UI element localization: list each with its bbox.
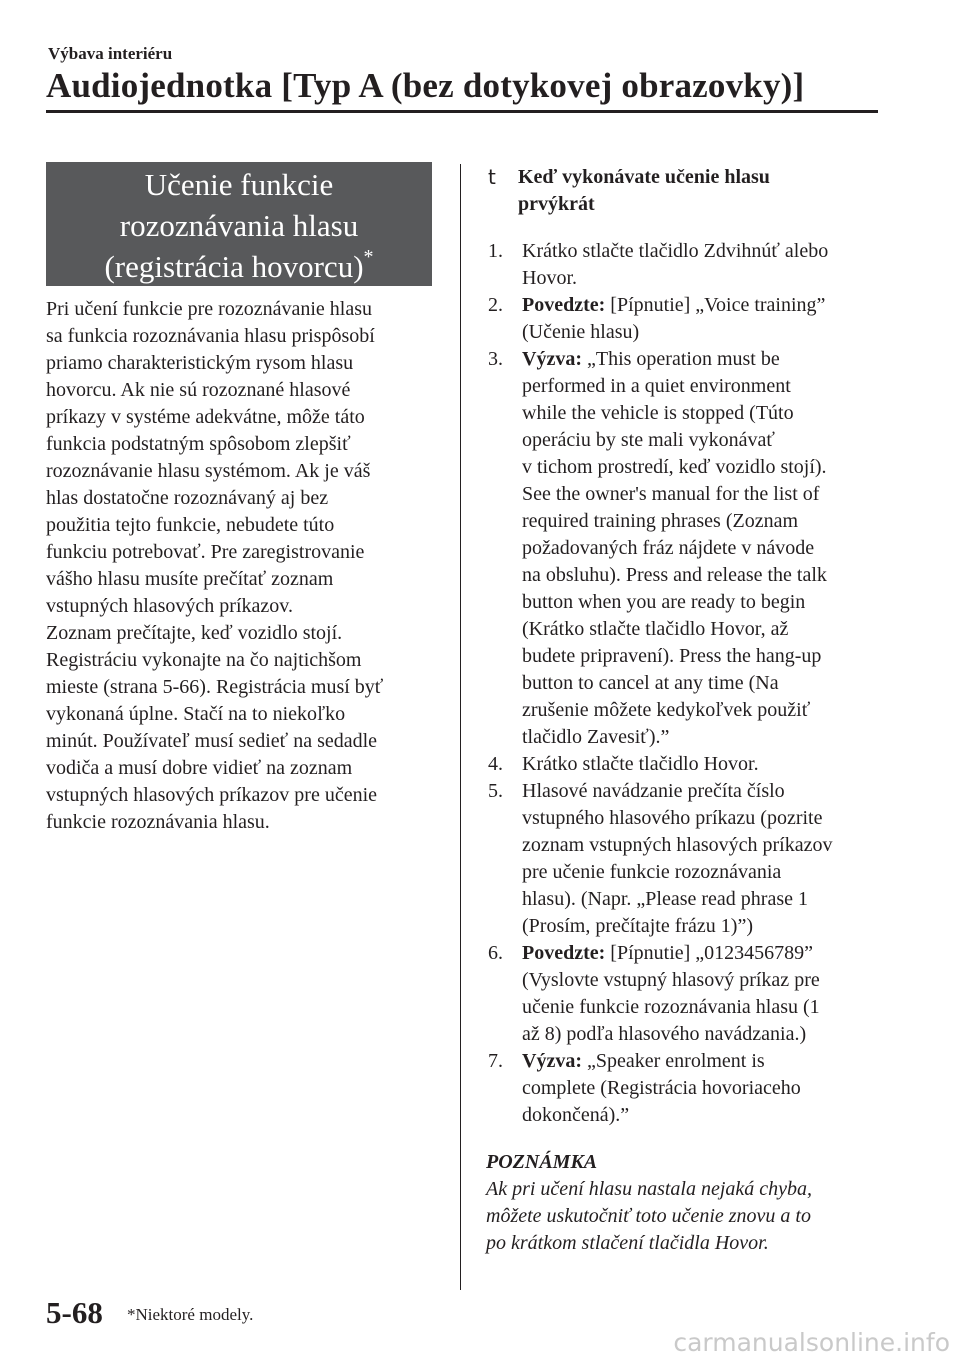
step-line [522, 292, 886, 319]
step-line: zoznam vstupných hlasových príkazov [522, 834, 833, 856]
note-line: môžete uskutočniť toto učenie znovu a to [486, 1205, 811, 1227]
step-number: 2. [488, 294, 503, 316]
step-line: (Vyslovte vstupný hlasový príkaz pre [522, 969, 820, 991]
section-label: Výbava interiéru [48, 44, 173, 63]
step-line: Hlasové navádzanie prečíta číslo [522, 780, 785, 802]
body-line: použitia tejto funkcie, nebudete túto [46, 514, 335, 536]
body-line: príkazy v systéme adekvátne, môže táto [46, 406, 365, 428]
step-line [522, 940, 886, 967]
step-line: v tichom prostredí, keď vozidlo stojí). [522, 456, 827, 478]
step-line: Krátko stlačte tlačidlo Hovor. [522, 753, 759, 775]
watermark: carmanualsonline.info [673, 1328, 950, 1357]
step-line: See the owner's manual for the list of [522, 483, 820, 505]
note-block [486, 1149, 886, 1257]
section-heading-line: Učenie funkcie [144, 167, 334, 202]
step-item [486, 1048, 886, 1129]
step-line: button when you are ready to begin [522, 591, 806, 613]
step-line: required training phrases (Zoznam [522, 510, 799, 532]
step-line: požadovaných fráz nájdete v návode [522, 537, 815, 559]
sub-heading-line: prvýkrát [518, 193, 595, 215]
step-line [522, 346, 886, 373]
body-line: minút. Používateľ musí sedieť na sedadle [46, 730, 378, 752]
step-label: Výzva: [522, 1050, 582, 1072]
sub-heading [486, 164, 886, 218]
body-line: rozoznávanie hlasu systémom. Ak je váš [46, 460, 371, 482]
sub-heading-line: Keď vykonávate učenie hlasu [518, 166, 770, 188]
body-line: Pri učení funkcie pre rozoznávanie hlasu [46, 298, 372, 320]
steps-list [486, 238, 886, 1129]
note-line: po krátkom stlačení tlačidla Hovor. [486, 1232, 769, 1254]
note-title: POZNÁMKA [486, 1151, 598, 1173]
body-line: hlas dostatočne rozoznávaný aj bez [46, 487, 329, 509]
step-item [486, 292, 886, 346]
step-line: (Prosím, prečítajte frázu 1)”) [522, 915, 754, 937]
body-line: vodiča a musí dobre vidieť na zoznam [46, 757, 353, 779]
body-line: vstupných hlasových príkazov pre učenie [46, 784, 378, 806]
step-line: pre učenie funkcie rozoznávania [522, 861, 782, 883]
step-line: na obsluhu). Press and release the talk [522, 564, 827, 586]
body-line: sa funkcia rozoznávania hlasu prispôsobí [46, 325, 375, 347]
step-line: (Krátko stlačte tlačidlo Hovor, až [522, 618, 789, 640]
step-line: performed in a quiet environment [522, 375, 791, 397]
step-line: Hovor. [522, 267, 577, 289]
step-line: Krátko stlačte tlačidlo Zdvihnúť alebo [522, 240, 829, 262]
step-item [486, 940, 886, 1048]
step-line: tlačidlo Zavesiť).” [522, 726, 670, 748]
step-label: Výzva: [522, 348, 582, 370]
page-title: Audiojednotka [Typ A (bez dotykovej obrazovky)] [46, 66, 805, 105]
section-heading-line: rozoznávania hlasu [119, 208, 359, 243]
right-column [486, 164, 886, 1257]
step-line: while the vehicle is stopped (Túto [522, 402, 794, 424]
body-line: funkcia podstatným spôsobom zlepšiť [46, 433, 351, 455]
step-line: až 8) podľa hlasového navádzania.) [522, 1023, 807, 1045]
step-label: Povedzte: [522, 294, 606, 316]
step-line: dokončená).” [522, 1104, 630, 1126]
title-rule [46, 110, 878, 113]
step-line: vstupného hlasového príkazu (pozrite [522, 807, 823, 829]
step-line: (Učenie hlasu) [522, 321, 640, 343]
body-line: vstupných hlasových príkazov. [46, 595, 293, 617]
step-line: complete (Registrácia hovoriaceho [522, 1077, 801, 1099]
step-item [486, 778, 886, 940]
step-line: učenie funkcie rozoznávania hlasu (1 [522, 996, 820, 1018]
page-number: 5-68 [46, 1295, 103, 1330]
step-line [522, 1048, 886, 1075]
intro-paragraph [46, 296, 446, 836]
section-heading-box [46, 162, 432, 286]
body-line: funkciu potrebovať. Pre zaregistrovanie [46, 541, 365, 563]
step-line: hlasu). (Napr. „Please read phrase 1 [522, 888, 808, 910]
step-text: [Pípnutie] „0123456789” [605, 942, 814, 964]
step-line: operáciu by ste mali vykonávať [522, 429, 775, 451]
bullet-icon: t [488, 165, 496, 189]
step-text: „Speaker enrolment is [581, 1050, 765, 1072]
step-item [486, 751, 886, 778]
step-line: budete pripravení). Press the hang-up [522, 645, 822, 667]
step-number: 3. [488, 348, 503, 370]
step-number: 4. [488, 753, 503, 775]
step-label: Povedzte: [522, 942, 606, 964]
body-line: Zoznam prečítajte, keď vozidlo stojí. [46, 622, 343, 644]
model-footnote-marker: * [363, 245, 374, 268]
body-line: vykonaná úplne. Stačí na to niekoľko [46, 703, 346, 725]
body-line: vášho hlasu musíte prečítať zoznam [46, 568, 334, 590]
section-heading-line [46, 246, 432, 287]
step-line: zrušenie môžete kedykoľvek použiť [522, 699, 811, 721]
body-line: funkcie rozoznávania hlasu. [46, 811, 270, 833]
body-line: mieste (strana 5-66). Registrácia musí byť [46, 676, 384, 698]
step-item [486, 238, 886, 292]
body-line: priamo charakteristickým rysom hlasu [46, 352, 354, 374]
step-number: 6. [488, 942, 503, 964]
step-number: 5. [488, 780, 503, 802]
body-line: Registráciu vykonajte na čo najtichšom [46, 649, 362, 671]
step-line: button to cancel at any time (Na [522, 672, 779, 694]
step-number: 7. [488, 1050, 503, 1072]
column-divider [460, 164, 461, 1290]
step-item [486, 346, 886, 751]
step-number: 1. [488, 240, 503, 262]
section-heading-text: (registrácia hovorcu) [104, 249, 364, 284]
step-text: [Pípnutie] „Voice training” [605, 294, 826, 316]
step-text: „This operation must be [581, 348, 780, 370]
footnote: *Niektoré modely. [127, 1305, 254, 1324]
body-line: hovorcu. Ak nie sú rozoznané hlasové [46, 379, 351, 401]
note-line: Ak pri učení hlasu nastala nejaká chyba, [486, 1178, 813, 1200]
